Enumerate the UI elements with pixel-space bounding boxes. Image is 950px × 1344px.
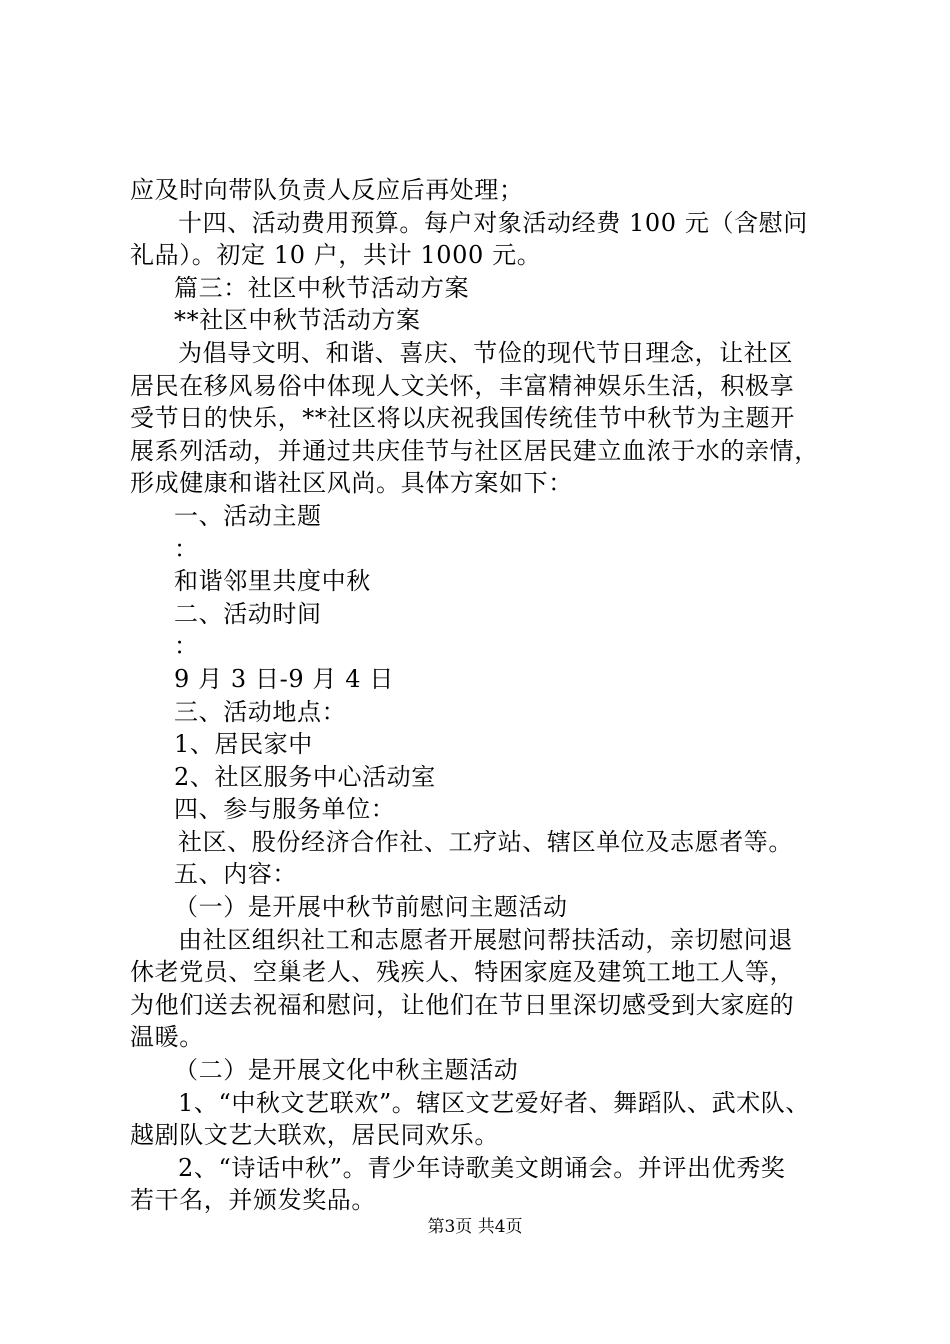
subsection-heading: （一）是开展中秋节前慰问主题活动 (174, 893, 568, 922)
text-line: 十四、活动费用预算。每户对象活动经费 100 元（含慰问 (178, 208, 808, 237)
page-number-footer: 第3页 共4页 (427, 1217, 523, 1237)
text-line: 和谐邻里共度中秋 (174, 567, 371, 596)
text-line: 展系列活动，并通过共庆佳节与社区居民建立血浓于水的亲情， (130, 436, 819, 465)
document-title: **社区中秋节活动方案 (174, 306, 421, 335)
list-item: 1、居民家中 (174, 730, 313, 759)
section-heading: 三、活动地点： (174, 697, 347, 726)
text-line: 为倡导文明、和谐、喜庆、节俭的现代节日理念，让社区 (178, 338, 793, 367)
text-line: 居民在移风易俗中体现人文关怀，丰富精神娱乐生活，积极享 (130, 371, 795, 400)
subsection-heading: （二）是开展文化中秋主题活动 (174, 1056, 519, 1085)
text-line: 9 月 3 日-9 月 4 日 (174, 664, 394, 693)
text-line: 越剧队文艺大联欢，居民同欢乐。 (130, 1121, 499, 1150)
text-line: ： (174, 534, 199, 563)
list-item: 2、社区服务中心活动室 (174, 762, 436, 791)
section-heading: 篇三：社区中秋节活动方案 (174, 273, 470, 302)
text-line: 社区、股份经济合作社、工疗站、辖区单位及志愿者等。 (178, 827, 793, 856)
list-item: 2、“诗话中秋”。青少年诗歌美文朗诵会。并评出优秀奖 (178, 1153, 786, 1182)
text-line: 为他们送去祝福和慰问，让他们在节日里深切感受到大家庭的 (130, 990, 795, 1019)
text-line: ： (174, 632, 199, 661)
document-body (130, 174, 830, 1217)
text-line: 应及时向带队负责人反应后再处理； (130, 176, 524, 204)
list-item: 1、“中秋文艺联欢”。辖区文艺爱好者、舞蹈队、武术队、 (178, 1088, 811, 1117)
section-heading: 四、参与服务单位： (174, 795, 396, 824)
section-heading: 五、内容： (174, 860, 297, 889)
section-heading: 二、活动时间 (174, 599, 322, 628)
text-line: 温暖。 (130, 1023, 204, 1052)
text-line: 礼品）。初定 10 户，共计 1000 元。 (130, 241, 542, 270)
section-heading: 一、活动主题 (174, 501, 322, 530)
text-line: 由社区组织社工和志愿者开展慰问帮扶活动，亲切慰问退 (178, 925, 793, 954)
text-line: 若干名，并颁发奖品。 (130, 1186, 376, 1215)
text-line: 受节日的快乐，**社区将以庆祝我国传统佳节中秋节为主题开 (130, 404, 795, 433)
text-line: 形成健康和谐社区风尚。具体方案如下： (130, 469, 573, 498)
text-line: 休老党员、空巢老人、残疾人、特困家庭及建筑工地工人等， (130, 958, 795, 987)
